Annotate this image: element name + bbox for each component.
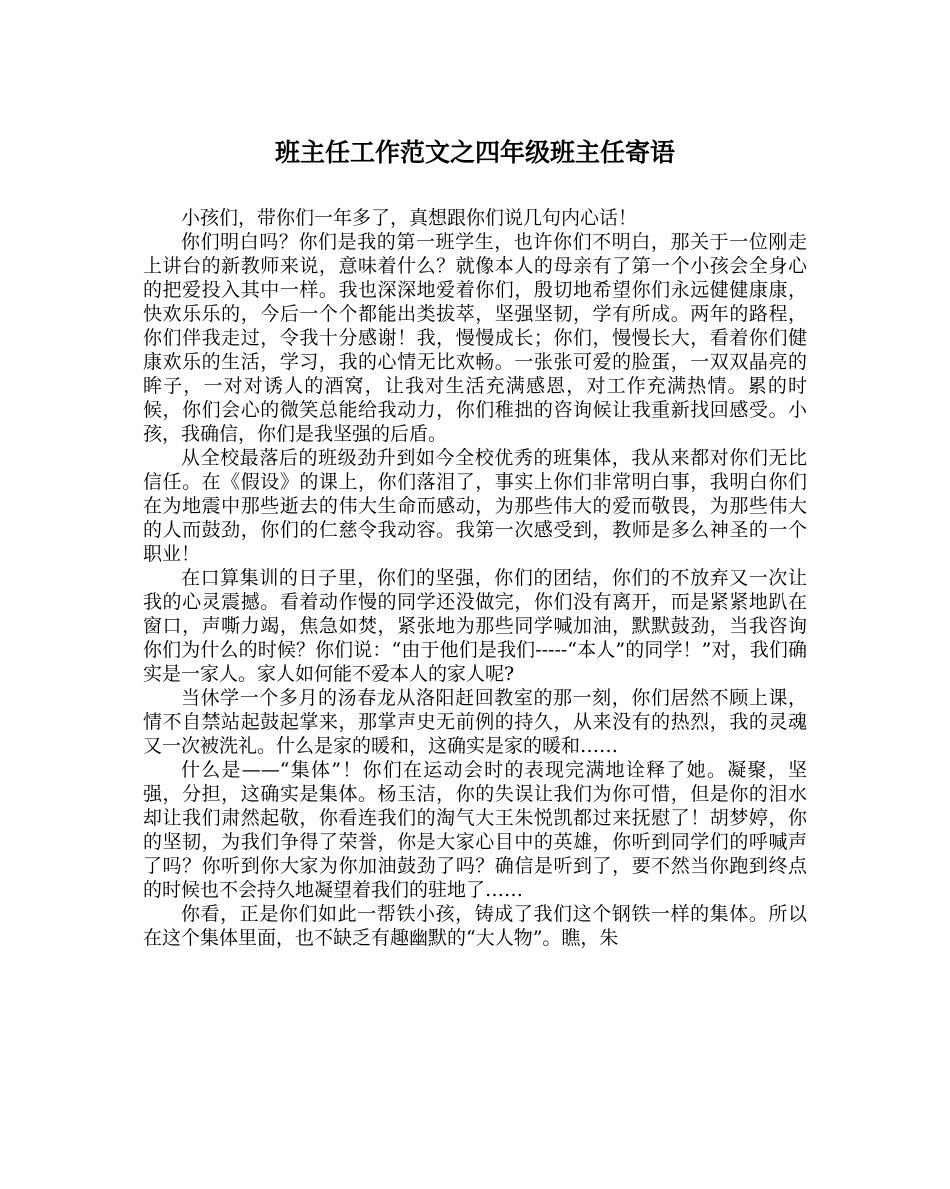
paragraph-5: 当休学一个多月的汤春龙从洛阳赶回教室的那一刻，你们居然不顾上课，情不自禁站起鼓起掌来，那掌声史无前例的持久，从来没有的热烈，我的灵魂又一次被洗礼。什么是家的暖和，这确实是家的暖和…… [143, 687, 807, 757]
document-body [143, 206, 807, 950]
paragraph-3: 从全校最落后的班级劲升到如今全校优秀的班集体，我从来都对你们无比信任。在《假设》的课上，你们落泪了，事实上你们非常明白事，我明白你们在为地震中那些逝去的伟大生命而感动，为那些伟大的爱而敬畏，为那些伟大的人而鼓劲，你们的仁慈令我动容。我第一次感受到，教师是多么神圣的一个职业！ [143, 447, 807, 565]
paragraph-1: 小孩们，带你们一年多了，真想跟你们说几句内心话！ [181, 207, 638, 229]
paragraph-4: 在口算集训的日子里，你们的坚强，你们的团结，你们的不放弃又一次让我的心灵震撼。看着动作慢的同学还没做完，你们没有离开，而是紧紧地趴在窗口，声嘶力竭，焦急如焚，紧张地为那些同学喊加油，默默鼓劲，当我咨询你们为什么的时候？你们说：“由于他们是我们-----“本人”的同学！”对，我们确实是一家人。家人如何能不爱本人的家人呢? [143, 567, 807, 685]
paragraph-7: 你看，正是你们如此一帮铁小孩，铸成了我们这个钢铁一样的集体。所以在这个集体里面，也不缺乏有趣幽默的“大人物”。瞧，朱 [143, 903, 807, 949]
document-title: 班主任工作范文之四年级班主任寄语 [274, 138, 675, 167]
paragraph-2: 你们明白吗？你们是我的第一班学生，也许你们不明白，那关于一位刚走上讲台的新教师来说，意味着什么？就像本人的母亲有了第一个小孩会全身心的把爱投入其中一样。我也深深地爱着你们，殷切地希望你们永远健健康康，快欢乐乐的，今后一个个都能出类拔萃，坚强坚韧，学有所成。两年的路程，你们伴我走过，令我十分感谢！我，慢慢成长；你们，慢慢长大，看着你们健康欢乐的生活，学习，我的心情无比欢畅。一张张可爱的脸蛋，一双双晶亮的眸子，一对对诱人的酒窝，让我对生活充满感恩，对工作充满热情。累的时候，你们会心的微笑总能给我动力，你们稚拙的咨询候让我重新找回感受。小孩，我确信，你们是我坚强的后盾。 [143, 231, 807, 445]
paragraph-6: 什么是——“集体”！你们在运动会时的表现完满地诠释了她。凝聚，坚强，分担，这确实是集体。杨玉洁，你的失误让我们为你可惜，但是你的泪水却让我们肃然起敬，你看连我们的淘气大王朱悦凯都过来抚慰了！胡梦婷，你的坚韧，为我们争得了荣誉，你是大家心目中的英雄，你听到同学们的呼喊声了吗？你听到你大家为你加油鼓劲了吗？确信是听到了，要不然当你跑到终点的时候也不会持久地凝望着我们的驻地了…… [143, 759, 807, 901]
